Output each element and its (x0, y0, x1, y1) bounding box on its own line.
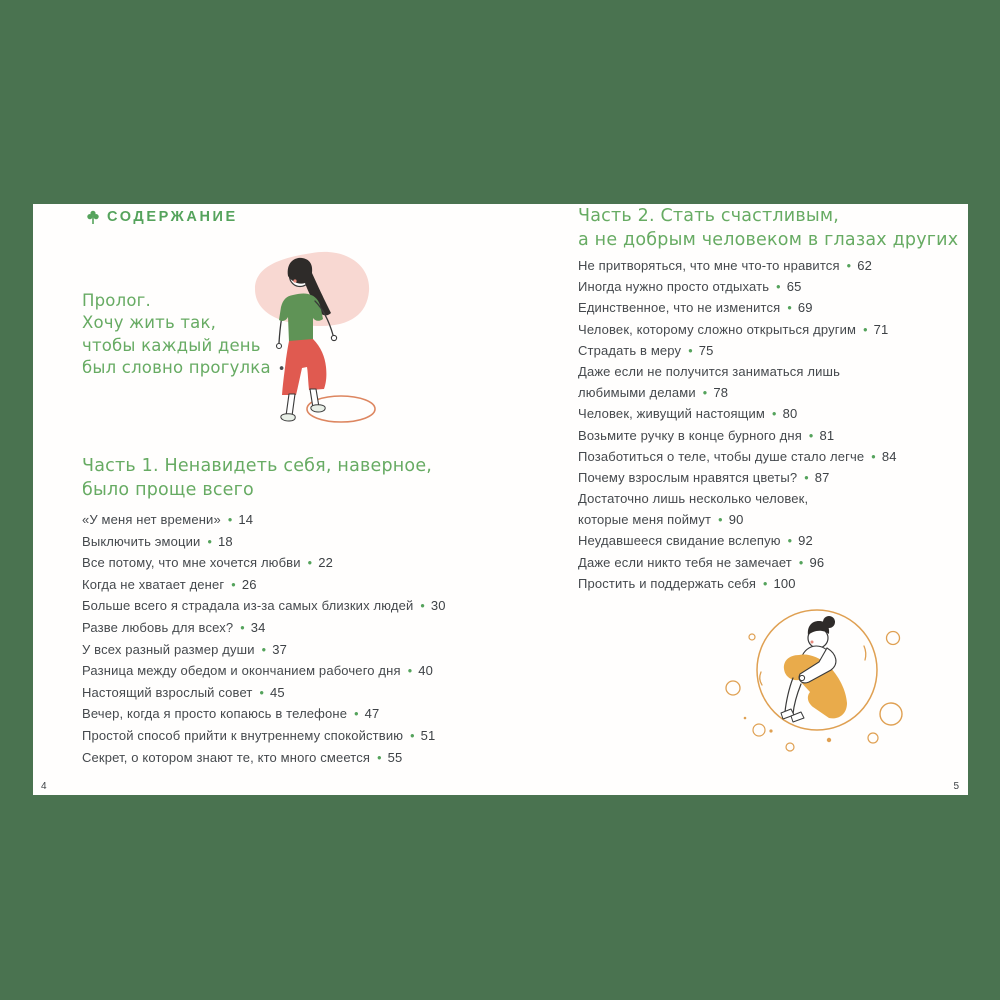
prologue-line: чтобы каждый день (82, 335, 261, 355)
toc-entry-title: Не притворяться, что мне что-то нравится (578, 258, 840, 273)
toc-entry-page: 100 (773, 575, 796, 591)
toc-entry-title: Единственное, что не изменится (578, 300, 781, 316)
toc-entry (578, 488, 897, 509)
toc-entry-title: Неудавшееся свидание вслепую (578, 533, 781, 549)
toc-entry (578, 297, 897, 318)
toc-entry-page: 69 (797, 300, 813, 316)
toc-entry (578, 509, 897, 530)
toc-entry-bullet: • (410, 728, 415, 743)
toc-entry (82, 574, 446, 596)
toc-entry-title: Разница между обедом и окончанием рабочего дня (82, 663, 401, 679)
toc-entry-bullet: • (718, 513, 723, 528)
toc-entry-page: 84 (881, 448, 897, 464)
toc-entry-bullet: • (259, 685, 265, 700)
toc-entry-title: Страдать в меру (578, 342, 682, 358)
toc-entry (82, 747, 446, 769)
toc-entry-title: Даже если никто тебя не замечает (578, 554, 792, 570)
toc-entry-page: 78 (713, 385, 729, 401)
toc-entry-title: Все потому, что мне хочется любви (82, 555, 301, 571)
toc-entry-title: Разве любовь для всех? (82, 619, 234, 635)
toc-entry-page: 34 (250, 619, 266, 635)
toc-entry-bullet: • (354, 707, 359, 722)
prologue-bullet: • (277, 361, 286, 377)
toc-entry-page: 51 (420, 727, 436, 743)
toc-entry-bullet: • (871, 449, 876, 464)
toc-entry-bullet: • (763, 576, 768, 591)
toc-entry-title: Простой способ прийти к внутреннему спокойствию (82, 727, 404, 743)
toc-entry-page: 81 (819, 427, 835, 443)
toc-entry (82, 660, 446, 682)
toc-entry-bullet: • (808, 428, 814, 443)
toc-entry (578, 403, 897, 424)
toc-entry-title: Настоящий взрослый совет (82, 684, 253, 700)
toc-entry-title: Больше всего я страдала из-за самых близких людей (82, 598, 414, 614)
toc-entry-bullet: • (776, 280, 781, 295)
toc-entry-bullet: • (307, 556, 313, 571)
toc-entry (82, 617, 446, 639)
toc-entry-page: 55 (387, 749, 403, 765)
toc-entry (578, 446, 897, 467)
toc-entry-title: У всех разный размер души (82, 641, 255, 657)
prologue-line: Хочу жить так, (82, 313, 217, 333)
prologue-line: Пролог. (82, 291, 151, 310)
toc-entry (82, 531, 446, 553)
toc-entry-title: Человек, живущий настоящим (578, 406, 766, 422)
toc-entry-bullet: • (863, 322, 868, 337)
toc-entry-bullet: • (240, 620, 245, 635)
toc-entry-page: 47 (364, 706, 380, 722)
toc-entry-title: «У меня нет времени» (82, 512, 221, 527)
toc-entry-page: 18 (217, 533, 233, 549)
toc-entry-title: Почему взрослым нравятся цветы? (578, 469, 798, 485)
toc-entry (578, 319, 897, 340)
toc-entry-bullet: • (787, 301, 792, 316)
girl-in-bubble-illustration (715, 600, 910, 760)
toc-entry (82, 725, 446, 747)
toc-entry-page: 92 (798, 533, 813, 549)
book-spread (33, 204, 968, 795)
toc-entry (578, 255, 897, 276)
toc-entry-title: Секрет, о котором знают те, кто много смеется (82, 749, 371, 765)
toc-entry-title: Выключить эмоции (82, 533, 201, 549)
toc-entry-title: Иногда нужно просто отдыхать (578, 279, 770, 295)
prologue-line: был словно прогулка • (82, 357, 298, 381)
toc-entry (578, 467, 897, 488)
toc-entry-title: Человек, которому сложно открыться другим (578, 321, 857, 337)
part2-list (578, 255, 897, 594)
toc-entry (578, 573, 897, 594)
toc-entry-page: 96 (809, 554, 825, 570)
toc-entry-page: 14 (238, 512, 254, 527)
toc-entry (82, 595, 446, 617)
toc-entry-bullet: • (804, 470, 809, 485)
toc-entry-page: 90 (728, 512, 744, 528)
toc-entry-bullet: • (798, 555, 804, 570)
toc-entry (578, 530, 897, 551)
contents-title: СОДЕРЖАНИЕ (107, 209, 238, 225)
toc-entry-bullet: • (407, 664, 413, 679)
toc-entry-page: 45 (270, 684, 285, 700)
sprout-icon (87, 210, 99, 225)
toc-entry-title: Когда не хватает денег (82, 576, 225, 592)
toc-entry-title: Возьмите ручку в конце бурного дня (578, 427, 802, 443)
toc-entry-bullet: • (227, 513, 233, 527)
toc-entry-page: 65 (786, 279, 802, 295)
toc-entry-page: 30 (430, 598, 446, 614)
toc-entry-page: 40 (418, 663, 433, 679)
walking-girl-illustration (253, 249, 455, 434)
toc-entry-bullet: • (420, 599, 425, 614)
toc-entry (82, 639, 446, 661)
left-page-number: 4 (41, 781, 47, 792)
toc-entry (578, 340, 897, 361)
toc-entry (578, 361, 897, 382)
toc-entry (578, 425, 897, 446)
toc-entry-page: 71 (873, 321, 889, 337)
toc-entry-title: любимыми делами (578, 385, 696, 401)
part2-heading: Часть 2. Стать счастливым, а не добрым человеком в глазах других (578, 206, 959, 250)
toc-entry (82, 509, 446, 531)
toc-entry-page: 22 (318, 555, 333, 571)
toc-entry-title: Вечер, когда я просто копаюсь в телефоне (82, 706, 348, 722)
toc-entry-title: которые меня поймут (578, 512, 712, 528)
toc-entry-title: Даже если не получится заниматься лишь (578, 363, 840, 379)
right-page-number: 5 (953, 781, 959, 792)
toc-entry-page: 37 (272, 641, 287, 657)
toc-entry-page: 26 (241, 576, 257, 592)
toc-entry (578, 276, 897, 297)
part1-list (82, 509, 446, 768)
toc-entry-title: Простить и поддержать себя (578, 575, 757, 591)
toc-entry-bullet: • (377, 750, 382, 765)
toc-entry (82, 552, 446, 574)
toc-entry-bullet: • (688, 343, 693, 358)
toc-entry-page: 87 (814, 469, 830, 485)
toc-entry-bullet: • (702, 386, 708, 401)
toc-entry-bullet: • (772, 407, 777, 422)
toc-entry-title: Позаботиться о теле, чтобы душе стало легче (578, 448, 865, 464)
toc-entry (578, 382, 897, 403)
toc-entry-page: 80 (782, 406, 798, 422)
toc-entry-bullet: • (261, 642, 267, 657)
part1-heading: Часть 1. Ненавидеть себя, наверное, было проще всего (82, 456, 433, 500)
toc-entry-bullet: • (787, 534, 793, 549)
toc-entry-bullet: • (207, 534, 212, 549)
toc-entry-bullet: • (231, 577, 236, 592)
toc-entry-page: 75 (698, 342, 714, 358)
toc-entry (578, 552, 897, 573)
toc-entry-bullet: • (846, 259, 852, 273)
contents-header (87, 209, 238, 225)
toc-entry-title: Достаточно лишь несколько человек, (578, 491, 809, 507)
toc-entry (82, 703, 446, 725)
toc-entry (82, 682, 446, 704)
toc-entry-page: 62 (857, 258, 872, 273)
